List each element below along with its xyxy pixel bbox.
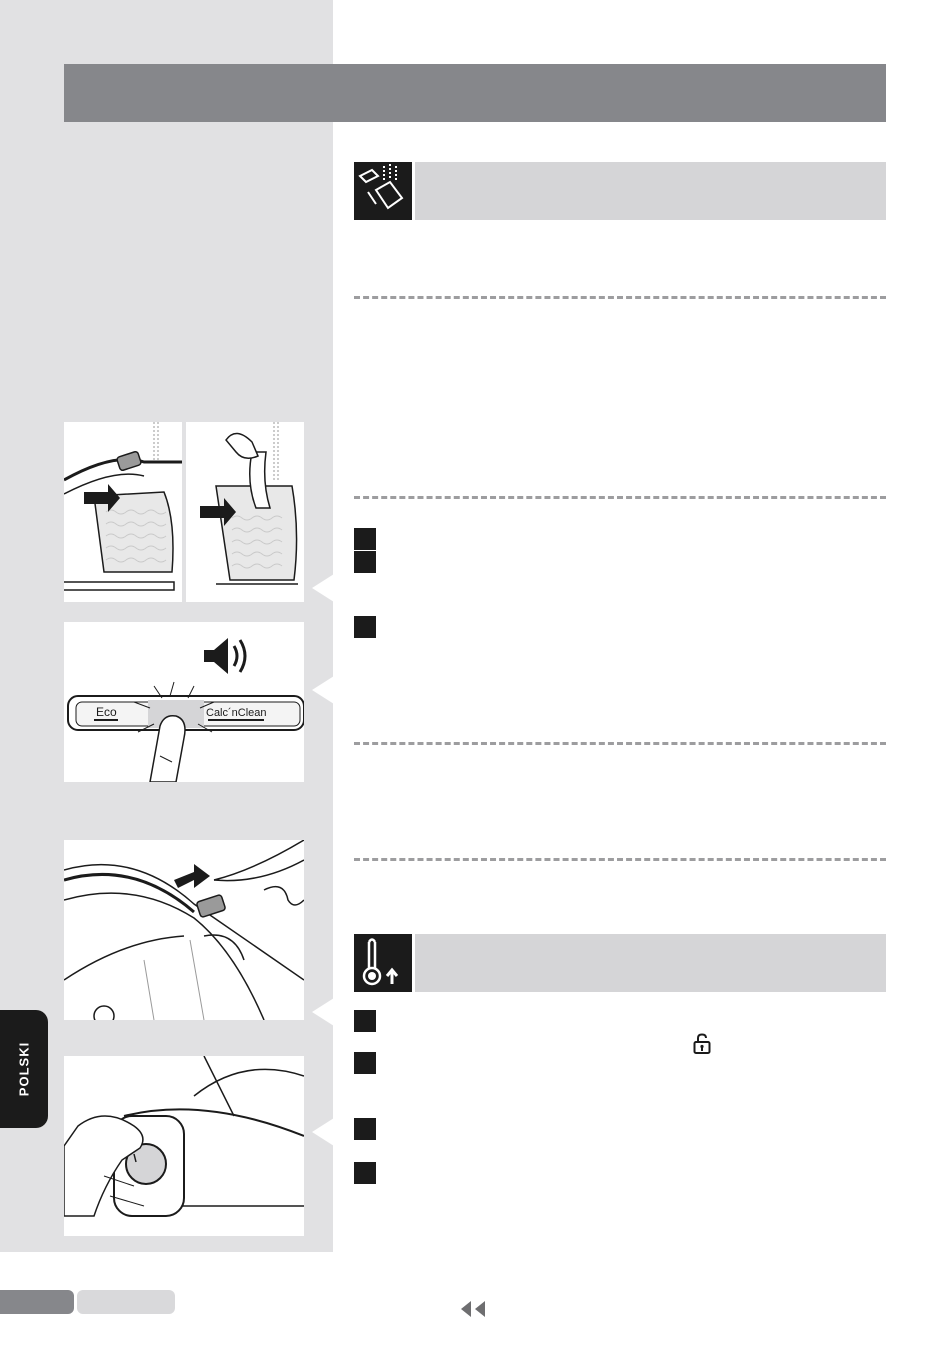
back-arrow-icon[interactable]: [459, 1299, 489, 1319]
language-label: POLSKI: [16, 1041, 32, 1097]
step-marker-1: [354, 1010, 376, 1032]
section-header-water-tank: [354, 162, 886, 220]
illustration-tank-release: [64, 840, 304, 1020]
step-marker-2: [354, 1052, 376, 1074]
page-tab-current[interactable]: [0, 1290, 74, 1314]
section-title-bar: [415, 162, 886, 220]
divider: [354, 858, 886, 861]
illustration-dial: [64, 1056, 304, 1236]
step-marker-1: [354, 528, 376, 550]
illustration-control-panel: [64, 622, 304, 782]
divider: [354, 296, 886, 299]
section-header-heat-up: [354, 934, 886, 992]
step-marker-3: [354, 1118, 376, 1140]
water-tank-pour-icon: [354, 162, 412, 220]
page-tab-next[interactable]: [77, 1290, 175, 1314]
section-title-bar: [415, 934, 886, 992]
eco-label: Eco: [96, 705, 117, 719]
page-header-bar: [64, 64, 886, 122]
calcnclean-label: Calc´nClean: [206, 707, 267, 719]
pointer-triangle: [312, 574, 334, 602]
illustration-tank-insert: [64, 422, 182, 602]
pointer-triangle: [312, 998, 334, 1026]
divider: [354, 742, 886, 745]
divider: [354, 496, 886, 499]
thermometer-up-icon: [354, 934, 412, 992]
unlock-icon: [693, 1033, 711, 1055]
speaker-icon: [204, 638, 245, 674]
pointer-triangle: [312, 676, 334, 704]
step-marker-3: [354, 616, 376, 638]
illustration-tank-lift: [186, 422, 304, 602]
pointer-triangle: [312, 1118, 334, 1146]
step-marker-4: [354, 1162, 376, 1184]
step-marker-2: [354, 551, 376, 573]
language-tab[interactable]: [0, 1010, 48, 1128]
